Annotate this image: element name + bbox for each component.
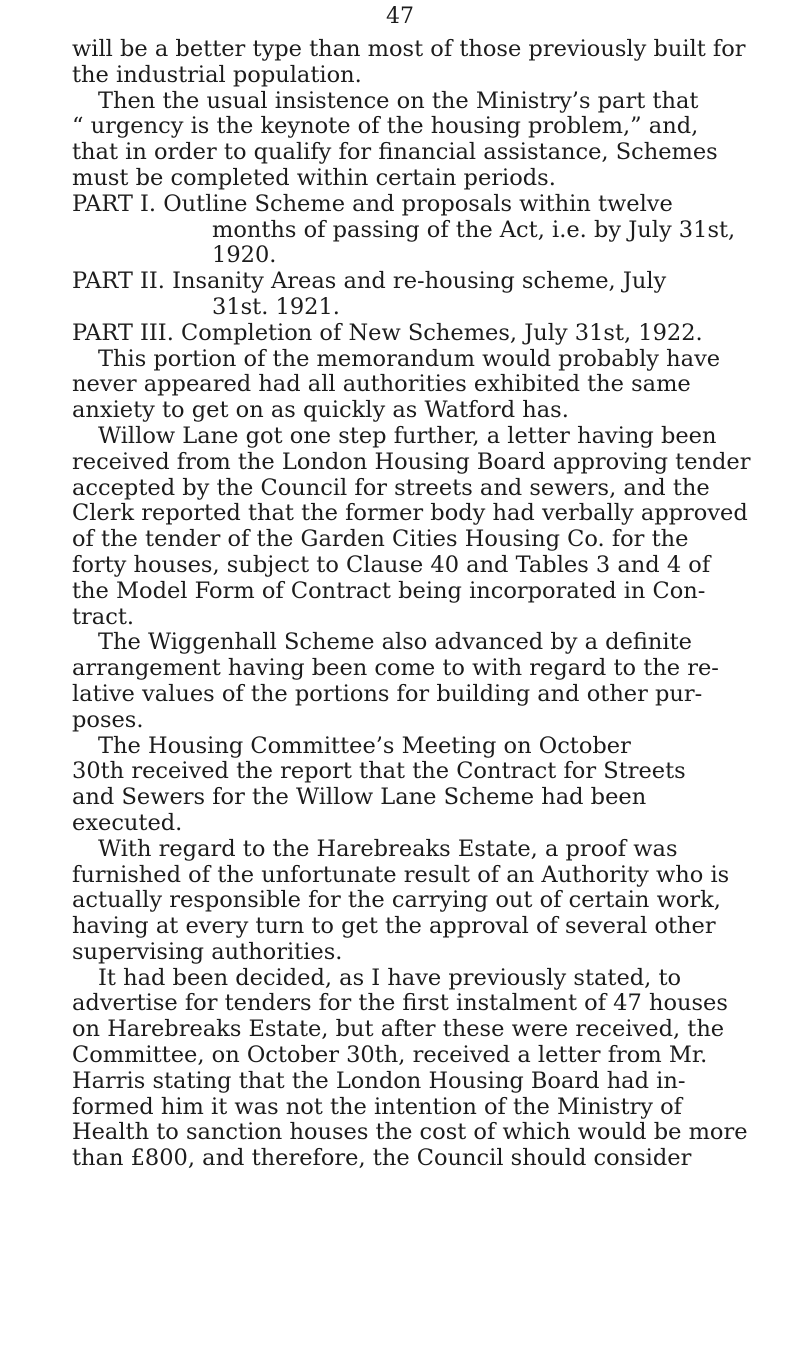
text-line: anxiety to get on as quickly as Watford has. — [72, 398, 569, 424]
text-line: The Housing Committee’s Meeting on October — [98, 733, 631, 759]
text-line: The Wiggenhall Scheme also advanced by a definite — [98, 630, 692, 656]
text-line: forty houses, subject to Clause 40 and Tables 3 and 4 of — [72, 552, 711, 578]
text-line: tract. — [72, 604, 135, 630]
text-line: PART II. Insanity Areas and re-housing scheme, July — [72, 269, 667, 295]
text-line: on Harebreaks Estate, but after these were received, the — [72, 1017, 725, 1043]
text-line: never appeared had all authorities exhibited the same — [72, 372, 691, 398]
text-line: executed. — [72, 810, 183, 836]
text-line: arrangement having been come to with regard to the re- — [72, 656, 719, 682]
text-line: formed him it was not the intention of the Ministry of — [72, 1094, 682, 1120]
text-line: Harris stating that the London Housing Board had in- — [72, 1068, 686, 1094]
text-line: the Model Form of Contract being incorporated in Con- — [72, 578, 706, 604]
text-line: 31st. 1921. — [212, 294, 340, 320]
text-line: Willow Lane got one step further, a letter having been — [98, 423, 717, 449]
text-line: It had been decided, as I have previously stated, to — [98, 965, 682, 991]
text-line: 1920. — [212, 243, 277, 269]
text-line: furnished of the unfortunate result of an Authority who is — [72, 862, 730, 888]
text-line: supervising authorities. — [72, 939, 343, 965]
text-line: PART I. Outline Scheme and proposals within twelve — [72, 191, 673, 217]
text-line: This portion of the memorandum would probably have — [98, 346, 721, 372]
text-line: Health to sanction houses the cost of which would be more — [72, 1120, 748, 1146]
text-line: accepted by the Council for streets and sewers, and the — [72, 475, 710, 501]
text-line: that in order to qualify for financial assistance, Schemes — [72, 140, 718, 166]
text-line: poses. — [72, 707, 144, 733]
text-line: and Sewers for the Willow Lane Scheme had been — [72, 785, 647, 811]
text-line: Clerk reported that the former body had verbally approved — [72, 501, 748, 527]
text-line: 30th received the report that the Contract for Streets — [72, 759, 686, 785]
text-line: months of passing of the Act, i.e. by July 31st, — [212, 217, 736, 243]
text-line: Committee, on October 30th, received a letter from Mr. — [72, 1043, 708, 1069]
text-line: will be a better type than most of those previously built for — [72, 37, 746, 62]
text-line: having at every turn to get the approval of several other — [72, 914, 716, 940]
text-line: Then the usual insistence on the Ministry’s part that — [98, 88, 699, 114]
text-line: advertise for tenders for the first instalment of 47 houses — [72, 991, 728, 1017]
text-line: of the tender of the Garden Cities Housing Co. for the — [72, 527, 689, 553]
text-line: actually responsible for the carrying out of certain work, — [72, 888, 721, 914]
text-line: lative values of the portions for building and other pur- — [72, 681, 703, 707]
text-line: With regard to the Harebreaks Estate, a proof was — [98, 836, 678, 862]
text-line: PART III. Completion of New Schemes, July 31st, 1922. — [72, 320, 703, 346]
text-line: “ urgency is the keynote of the housing problem,” and, — [72, 114, 699, 140]
text-line: the industrial population. — [72, 62, 362, 88]
body-text — [72, 37, 752, 1172]
page-number: 47 — [386, 4, 414, 29]
text-line: must be completed within certain periods. — [72, 165, 556, 191]
text-line: received from the London Housing Board approving tender — [72, 449, 751, 475]
text-line: than £800, and therefore, the Council should consider — [72, 1146, 692, 1172]
